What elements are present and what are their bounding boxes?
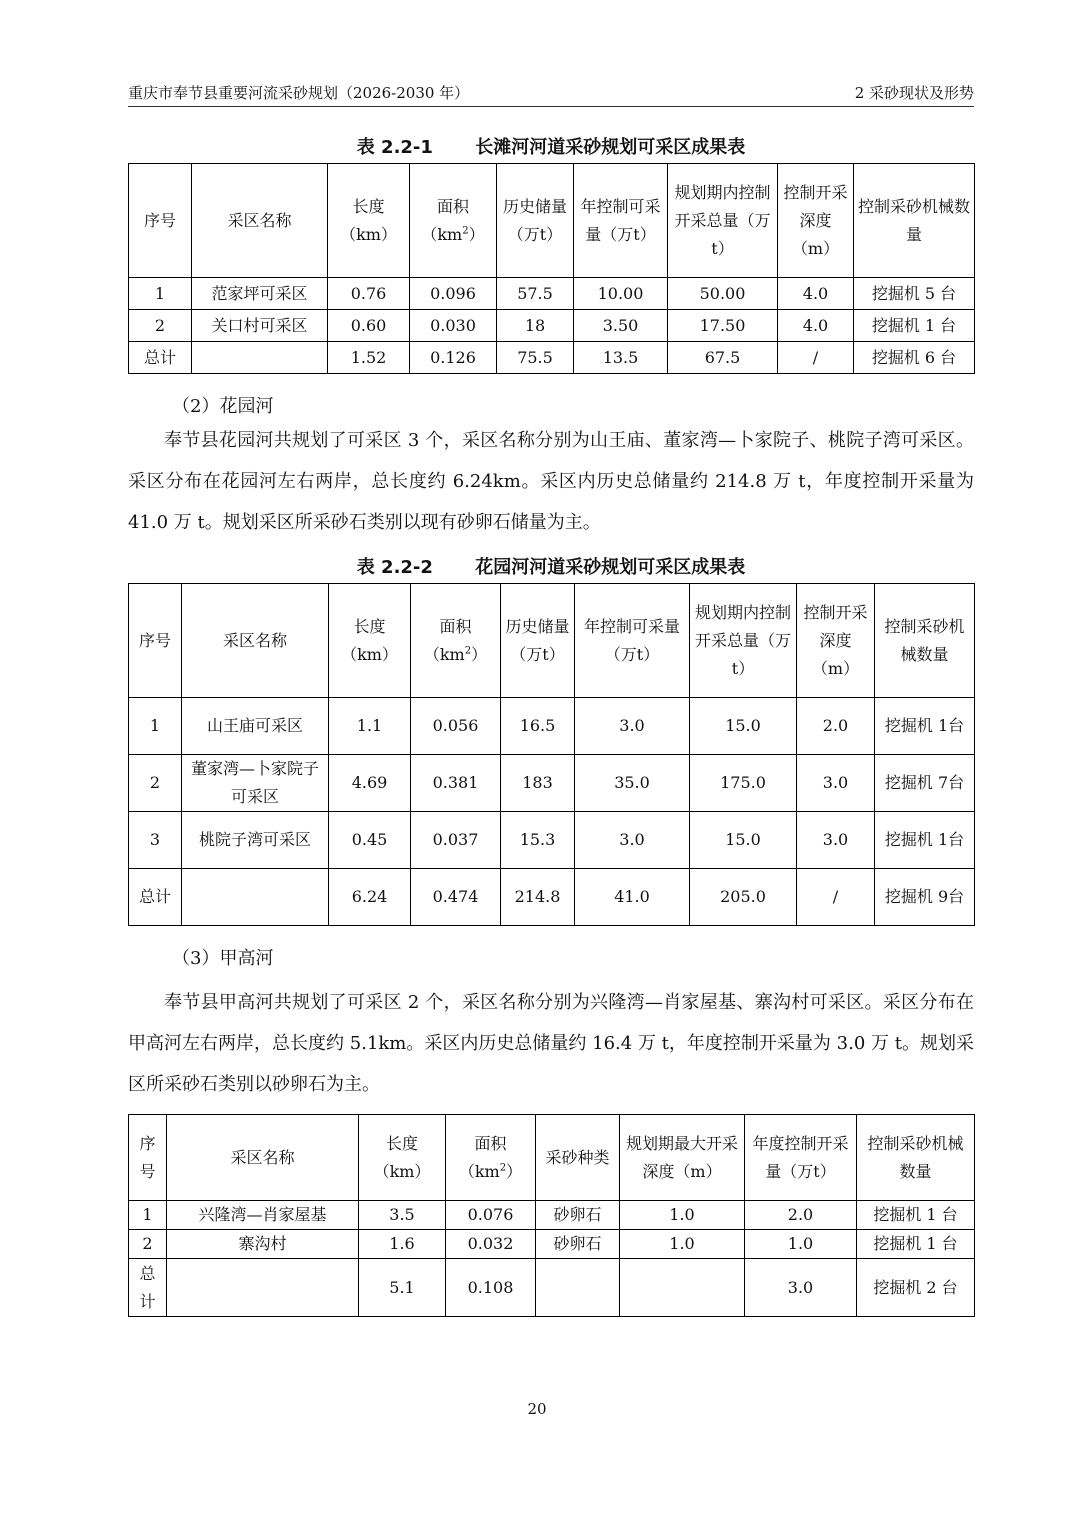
table1-caption — [128, 133, 974, 159]
cell: 砂卵石 — [536, 1230, 620, 1259]
cell: 205.0 — [690, 869, 797, 926]
table2-header-row — [129, 584, 975, 698]
table1-caption-number: 表 2.2-1 — [356, 137, 433, 158]
header-chapter-title: 2 采砂现状及形势 — [854, 84, 974, 102]
cell: 董家湾—卜家院子可采区 — [182, 755, 329, 812]
cell: 挖掘机 9台 — [875, 869, 975, 926]
cell: 15.3 — [501, 812, 575, 869]
cell — [192, 342, 328, 374]
table3-header-row — [129, 1115, 975, 1201]
page-number: 20 — [527, 1400, 547, 1418]
cell: 0.45 — [329, 812, 411, 869]
cell: 总计 — [129, 869, 182, 926]
cell: 1.6 — [359, 1230, 446, 1259]
table3-header-length: 长度（km） — [359, 1115, 446, 1201]
cell: 214.8 — [501, 869, 575, 926]
table-row — [129, 1201, 975, 1230]
cell: 0.108 — [446, 1259, 536, 1317]
cell: 兴隆湾—肖家屋基 — [167, 1201, 359, 1230]
table3-header-name: 采区名称 — [167, 1115, 359, 1201]
table3-header-max-depth: 规划期最大开采深度（m） — [620, 1115, 745, 1201]
cell: 35.0 — [575, 755, 690, 812]
cell: 3.0 — [575, 698, 690, 755]
cell: 3.0 — [575, 812, 690, 869]
table-total-row — [129, 1259, 975, 1317]
table-total-row — [129, 869, 975, 926]
table1-header-area: 面积$(km^2)$ — [410, 164, 497, 278]
cell: 总计 — [129, 1259, 167, 1317]
cell: 75.5 — [497, 342, 574, 374]
cell: / — [778, 342, 854, 374]
cell: 挖掘机 1 台 — [857, 1230, 975, 1259]
cell: 67.5 — [668, 342, 778, 374]
cell: 4.69 — [329, 755, 411, 812]
table-row — [129, 812, 975, 869]
table-row — [129, 698, 975, 755]
cell: 16.5 — [501, 698, 575, 755]
table3-header-machines: 控制采砂机械数量 — [857, 1115, 975, 1201]
table-total-row — [129, 342, 975, 374]
table1-header-name: 采区名称 — [192, 164, 328, 278]
table-row — [129, 1230, 975, 1259]
cell: 0.126 — [410, 342, 497, 374]
table1-caption-title: 长滩河河道采砂规划可采区成果表 — [475, 137, 746, 158]
cell: 3 — [129, 812, 182, 869]
cell: 1.1 — [329, 698, 411, 755]
cell: 范家坪可采区 — [192, 278, 328, 310]
section2-heading: （2）花园河 — [172, 396, 274, 417]
table2-header-depth: 控制开采深度（m） — [797, 584, 875, 698]
cell: 挖掘机 1台 — [875, 812, 975, 869]
cell: 0.056 — [411, 698, 501, 755]
cell: 挖掘机 1 台 — [854, 310, 975, 342]
cell: 3.0 — [745, 1259, 857, 1317]
cell: 0.474 — [411, 869, 501, 926]
table1-header-historical-reserve: 历史储量（万t） — [497, 164, 574, 278]
table1-header-length: 长度（km） — [328, 164, 410, 278]
cell: 183 — [501, 755, 575, 812]
cell: 0.076 — [446, 1201, 536, 1230]
table2-header-name: 采区名称 — [182, 584, 329, 698]
cell: 0.030 — [410, 310, 497, 342]
cell: 山王庙可采区 — [182, 698, 329, 755]
table1-header-plan-total: 规划期内控制开采总量（万t） — [668, 164, 778, 278]
cell: 13.5 — [574, 342, 668, 374]
cell: 6.24 — [329, 869, 411, 926]
cell: 砂卵石 — [536, 1201, 620, 1230]
table2-header-area: 面积$(km^2)$ — [411, 584, 501, 698]
table2-caption — [128, 553, 974, 579]
table3-header-no: 序号 — [129, 1115, 167, 1201]
cell: 0.76 — [328, 278, 410, 310]
cell: 1.0 — [620, 1230, 745, 1259]
table3-header-area: 面积$(km^2)$ — [446, 1115, 536, 1201]
cell: 1 — [129, 698, 182, 755]
cell: 0.381 — [411, 755, 501, 812]
table2-header-machines: 控制采砂机械数量 — [875, 584, 975, 698]
cell: / — [797, 869, 875, 926]
table3 — [128, 1114, 975, 1317]
cell: 4.0 — [778, 310, 854, 342]
cell: 18 — [497, 310, 574, 342]
cell: 0.037 — [411, 812, 501, 869]
cell: 17.50 — [668, 310, 778, 342]
table1 — [128, 163, 975, 374]
section3-heading: （3）甲高河 — [172, 948, 274, 969]
cell: 57.5 — [497, 278, 574, 310]
cell — [536, 1259, 620, 1317]
cell — [182, 869, 329, 926]
cell: 2.0 — [745, 1201, 857, 1230]
cell: 3.0 — [797, 755, 875, 812]
cell: 0.032 — [446, 1230, 536, 1259]
cell: 15.0 — [690, 812, 797, 869]
cell: 1 — [129, 1201, 167, 1230]
cell: 挖掘机 7台 — [875, 755, 975, 812]
table2-caption-title: 花园河河道采砂规划可采区成果表 — [475, 557, 746, 578]
table-row — [129, 310, 975, 342]
cell: 1.52 — [328, 342, 410, 374]
table2 — [128, 583, 975, 926]
cell: 0.60 — [328, 310, 410, 342]
table2-caption-number: 表 2.2-2 — [356, 557, 433, 578]
table-row — [129, 755, 975, 812]
cell: 5.1 — [359, 1259, 446, 1317]
table2-header-plan-total: 规划期内控制开采总量（万t） — [690, 584, 797, 698]
table1-header-machines: 控制采砂机械数量 — [854, 164, 975, 278]
header-document-title: 重庆市奉节县重要河流采砂规划（2026-2030 年） — [128, 84, 470, 102]
cell: 2 — [129, 310, 192, 342]
cell: 10.00 — [574, 278, 668, 310]
cell: 挖掘机 5 台 — [854, 278, 975, 310]
cell: 15.0 — [690, 698, 797, 755]
cell: 1.0 — [745, 1230, 857, 1259]
cell: 总计 — [129, 342, 192, 374]
cell: 挖掘机 2 台 — [857, 1259, 975, 1317]
section2-paragraph: 奉节县花园河共规划了可采区 3 个，采区名称分别为山王庙、董家湾—卜家院子、桃院子湾可采区。采区分布在花园河左右两岸，总长度约 6.24km。采区内历史总储量约 214.8 万 t，年度控制开采量为 41.0 万 t。规划采区所采砂石类别以现有砂卵石储量为主。 — [128, 430, 974, 533]
cell: 挖掘机 1 台 — [857, 1201, 975, 1230]
cell: 41.0 — [575, 869, 690, 926]
table2-header-annual-quota: 年控制可采量（万t） — [575, 584, 690, 698]
cell — [167, 1259, 359, 1317]
table1-header-row — [129, 164, 975, 278]
cell: 挖掘机 1台 — [875, 698, 975, 755]
cell: 3.50 — [574, 310, 668, 342]
cell: 2.0 — [797, 698, 875, 755]
section3-paragraph: 奉节县甲高河共规划了可采区 2 个，采区名称分别为兴隆湾—肖家屋基、寨沟村可采区。采区分布在甲高河左右两岸，总长度约 5.1km。采区内历史总储量约 16.4 万 t，年度控制开采量为 3.0 万 t。规划采区所采砂石类别以砂卵石为主。 — [128, 992, 974, 1095]
cell: 3.0 — [797, 812, 875, 869]
table2-header-length: 长度（km） — [329, 584, 411, 698]
cell: 4.0 — [778, 278, 854, 310]
table3-header-annual-quota: 年度控制开采量（万t） — [745, 1115, 857, 1201]
page-header — [128, 80, 974, 107]
cell: 1 — [129, 278, 192, 310]
cell — [620, 1259, 745, 1317]
table2-header-historical-reserve: 历史储量（万t） — [501, 584, 575, 698]
cell: 50.00 — [668, 278, 778, 310]
cell: 3.5 — [359, 1201, 446, 1230]
cell: 2 — [129, 1230, 167, 1259]
cell: 挖掘机 6 台 — [854, 342, 975, 374]
table2-header-no: 序号 — [129, 584, 182, 698]
cell: 桃院子湾可采区 — [182, 812, 329, 869]
cell: 关口村可采区 — [192, 310, 328, 342]
table1-header-depth: 控制开采深度（m） — [778, 164, 854, 278]
table-row — [129, 278, 975, 310]
cell: 寨沟村 — [167, 1230, 359, 1259]
cell: 2 — [129, 755, 182, 812]
table1-header-no: 序号 — [129, 164, 192, 278]
table1-header-annual-quota: 年控制可采量（万t） — [574, 164, 668, 278]
cell: 175.0 — [690, 755, 797, 812]
cell: 1.0 — [620, 1201, 745, 1230]
cell: 0.096 — [410, 278, 497, 310]
table3-header-sand-type: 采砂种类 — [536, 1115, 620, 1201]
